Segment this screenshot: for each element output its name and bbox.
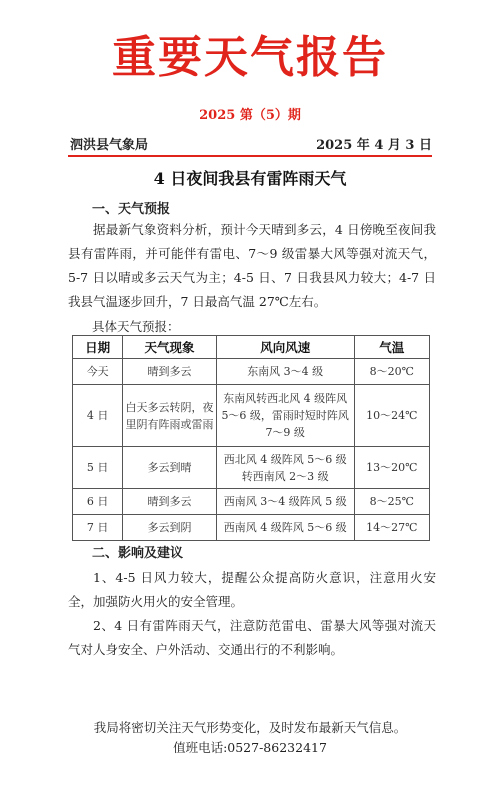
cell-temp: 13～20℃ bbox=[354, 447, 429, 489]
table-row bbox=[73, 385, 430, 447]
header-date: 日期 bbox=[73, 336, 123, 359]
table-row bbox=[73, 489, 430, 515]
forecast-paragraph: 据最新气象资料分析，预计今天晴到多云，4 日傍晚至夜间我县有雷阵雨，并可能伴有雷电、7～9 级雷暴大风等强对流天气，5-7 日以晴或多云天气为主；4-5 日、7 日我县风力较大；4-7 日我县气温逐步回升，7 日最高气温 27℃左右。 bbox=[68, 222, 436, 309]
cell-wind: 西南风 4 级阵风 5～6 级 bbox=[216, 515, 354, 541]
issue-number: 2025 第（5）期 bbox=[199, 108, 301, 123]
forecast-table bbox=[72, 335, 430, 541]
report-meta bbox=[70, 134, 432, 153]
advice-item: 1、4-5 日风力较大，提醒公众提高防火意识，注意用火安全，加强防火用火的安全管理。 bbox=[68, 570, 436, 609]
header-wind: 风向风速 bbox=[216, 336, 354, 359]
section-heading-impact: 二、影响及建议 bbox=[92, 546, 184, 561]
table-row bbox=[73, 515, 430, 541]
cell-date: 5 日 bbox=[73, 447, 123, 489]
cell-date: 今天 bbox=[73, 359, 123, 385]
header-divider bbox=[68, 155, 432, 157]
cell-weather: 晴到多云 bbox=[123, 359, 217, 385]
cell-weather: 白天多云转阴，夜里阴有阵雨或雷雨 bbox=[123, 385, 217, 447]
footer-note: 我局将密切关注天气形势变化，及时发布最新天气信息。 bbox=[93, 720, 407, 735]
cell-weather: 多云到阴 bbox=[123, 515, 217, 541]
table-caption: 具体天气预报： bbox=[92, 319, 180, 334]
cell-wind: 东南风 3～4 级 bbox=[216, 359, 354, 385]
cell-weather: 多云到晴 bbox=[123, 447, 217, 489]
header-temp: 气温 bbox=[354, 336, 429, 359]
table-row bbox=[73, 447, 430, 489]
cell-date: 4 日 bbox=[73, 385, 123, 447]
report-title: 重要天气报告 bbox=[112, 32, 388, 83]
table-header-row bbox=[73, 336, 430, 359]
table-row bbox=[73, 359, 430, 385]
cell-temp: 8～25℃ bbox=[354, 489, 429, 515]
cell-weather: 晴到多云 bbox=[123, 489, 217, 515]
advice-item: 2、4 日有雷阵雨天气，注意防范雷电、雷暴大风等强对流天气对人身安全、户外活动、交通出行的不利影响。 bbox=[68, 618, 436, 657]
header-weather: 天气现象 bbox=[123, 336, 217, 359]
cell-temp: 8～20℃ bbox=[354, 359, 429, 385]
cell-wind: 东南风转西北风 4 级阵风 5～6 级，雷雨时短时阵风 7～9 级 bbox=[216, 385, 354, 447]
cell-wind: 西南风 3～4 级阵风 5 级 bbox=[216, 489, 354, 515]
cell-temp: 14～27℃ bbox=[354, 515, 429, 541]
cell-date: 7 日 bbox=[73, 515, 123, 541]
cell-wind: 西北风 4 级阵风 5～6 级转西南风 2～3 级 bbox=[216, 447, 354, 489]
agency-name: 泗洪县气象局 bbox=[70, 138, 149, 153]
report-date: 2025 年 4 月 3 日 bbox=[316, 138, 432, 153]
headline: 4 日夜间我县有雷阵雨天气 bbox=[153, 169, 347, 188]
section-heading-forecast: 一、天气预报 bbox=[92, 202, 171, 217]
duty-phone: 值班电话:0527-86232417 bbox=[173, 740, 327, 755]
cell-date: 6 日 bbox=[73, 489, 123, 515]
cell-temp: 10～24℃ bbox=[354, 385, 429, 447]
